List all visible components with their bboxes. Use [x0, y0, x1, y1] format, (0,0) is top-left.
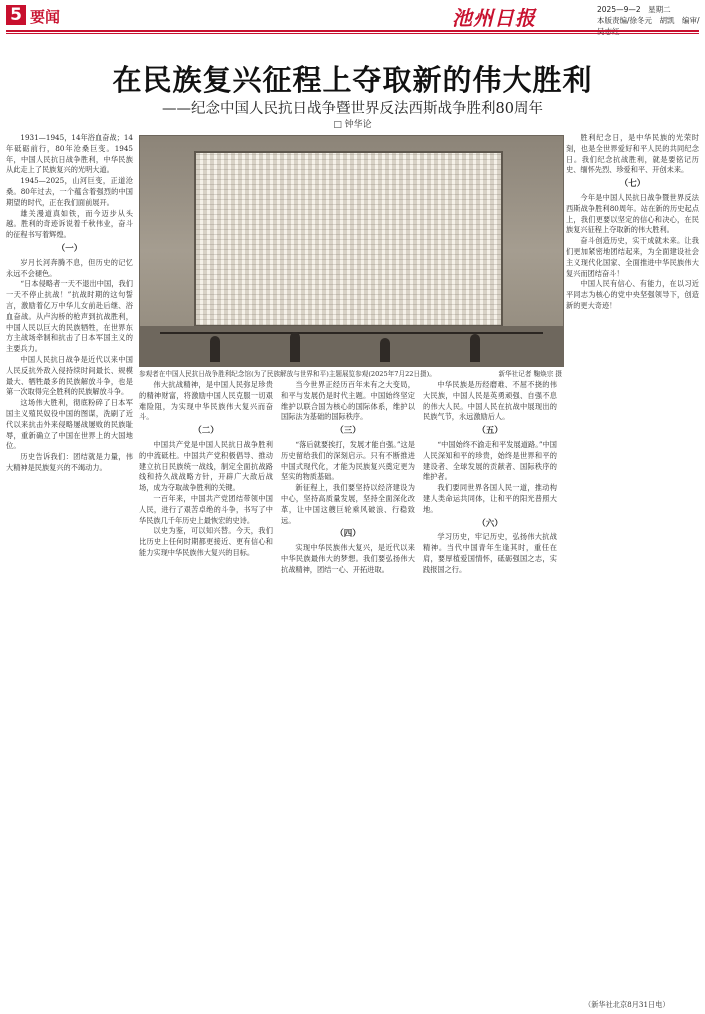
article-paragraph: “落后就要挨打，发展才能自强。”这是历史留给我们的深刻启示。只有不断推进中国式现代化，才能为民族复兴奠定更为坚实的物质基础。	[281, 439, 415, 482]
photo-visitor	[210, 336, 220, 362]
article-column-1	[6, 133, 133, 995]
article-column-2	[139, 380, 273, 995]
article-paragraph: 中国人民有信心、有能力，在以习近平同志为核心的党中央坚强领导下，创造新的更大奇迹！	[566, 279, 699, 310]
article-paragraph: 胜利纪念日，是中华民族的光荣时刻，也是全世界爱好和平人民的共同纪念日。我们纪念抗战胜利，就是要铭记历史、缅怀先烈、珍爱和平、开创未来。	[566, 133, 699, 175]
article-paragraph: 伟大抗战精神，是中国人民弥足珍贵的精神财富，将激励中国人民克服一切艰难险阻，为实现中华民族伟大复兴而奋斗。	[139, 380, 273, 422]
article-headline: 在民族复兴征程上夺取新的伟大胜利	[112, 63, 593, 97]
article-paragraph: 历史告诉我们：团结就是力量，伟大精神是民族复兴的不竭动力。	[6, 452, 133, 472]
article-column-3	[281, 380, 415, 995]
section-label: 要闻	[30, 8, 61, 26]
article-paragraph: 以史为鉴，可以知兴替。今天，我们比历史上任何时期都更接近、更有信心和能力实现中华民族伟大复兴的目标。	[139, 526, 273, 557]
section-heading: （三）	[335, 426, 361, 437]
section-heading: （四）	[335, 529, 361, 540]
article-paragraph: 岁月长河奔腾不息，但历史的记忆永远不会褪色。	[6, 257, 133, 278]
article-paragraph: 学习历史，牢记历史，弘扬伟大抗战精神。当代中国青年生逢其时，重任在肩，要厚植爱国情怀，砥砺强国之志，实践报国之行。	[423, 532, 557, 574]
article-paragraph: 当今世界正经历百年未有之大变局，和平与发展仍是时代主题。中国始终坚定维护以联合国为核心的国际体系，维护以国际法为基础的国际秩序。	[281, 380, 415, 422]
article-paragraph: “中国始终不渝走和平发展道路。”中国人民深知和平的珍贵，始终是世界和平的建设者、全球发展的贡献者、国际秩序的维护者。	[423, 439, 557, 482]
article-byline: □ 钟华论	[333, 120, 372, 130]
page-header	[0, 0, 705, 30]
article-paragraph: 雄关漫道真如铁，而今迈步从头越。胜利的奇迹诉说着千秋伟业，奋斗的征程书写着辉煌。	[6, 208, 133, 240]
photo-memorial-wall	[194, 151, 503, 327]
article-paragraph: 新征程上，我们要坚持以经济建设为中心，坚持高质量发展，坚持全面深化改革，让中国这艘巨轮乘风破浪、行稳致远。	[281, 483, 415, 525]
header-rule	[6, 30, 699, 32]
article-paragraph: 一百年来，中国共产党团结带领中国人民，进行了艰苦卓绝的斗争，书写了中华民族几千年历史上最恢宏的史诗。	[139, 493, 273, 525]
header-rule-thin	[6, 33, 699, 34]
section-heading: （二）	[193, 426, 219, 437]
article-paragraph: 我们要同世界各国人民一道，推动构建人类命运共同体，让和平的阳光普照大地。	[423, 483, 557, 514]
section-heading: （五）	[477, 426, 503, 437]
editor-credits: 本版责编/徐冬元 胡凯 编审/	[597, 16, 700, 25]
section-heading: （一）	[56, 243, 83, 254]
photo-visitor	[470, 334, 480, 362]
article-paragraph: 1945—2025，山河巨变，正道沧桑。80年过去，一个蕴含着强烈的中国期望的时代，正在我们面前展开。	[6, 176, 133, 207]
photo-visitor	[290, 332, 300, 362]
exhibition-photo	[139, 135, 564, 367]
photo-visitor	[380, 338, 390, 362]
section-heading: （七）	[619, 179, 646, 190]
newspaper-masthead: 池州日报	[452, 6, 536, 30]
article-paragraph: 这场伟大胜利，彻底粉碎了日本军国主义殖民奴役中国的图谋，洗刷了近代以来抗击外来侵略屡战屡败的民族耻辱，重新确立了中国在世界上的大国地位。	[6, 398, 133, 451]
photo-caption-text: 参观者在中国人民抗日战争胜利纪念馆(为了民族解放与世界和平)主题展览参观(2025年7月22日摄)。	[139, 370, 436, 378]
article-paragraph: 实现中华民族伟大复兴，是近代以来中华民族最伟大的梦想。我们要弘扬伟大抗战精神，团结一心、开拓进取。	[281, 543, 415, 574]
photo-caption	[139, 368, 562, 378]
section-heading: （六）	[477, 518, 503, 529]
article-paragraph: 中华民族是历经磨难、不屈不挠的伟大民族，中国人民是英勇顽强、自强不息的伟大人民。中国人民在抗战中展现出的民族气节，永远激励后人。	[423, 380, 557, 422]
article-subheadline: ——纪念中国人民抗日战争暨世界反法西斯战争胜利80周年	[162, 101, 543, 117]
article-paragraph: 今年是中国人民抗日战争暨世界反法西斯战争胜利80周年。站在新的历史起点上，我们更要以坚定的信心和决心，在民族复兴征程上夺取新的伟大胜利。	[566, 192, 699, 235]
article-paragraph: 中国人民抗日战争是近代以来中国人民反抗外敌入侵持续时间最长、规模最大、牺牲最多的民族解放斗争，也是第一次取得完全胜利的民族解放斗争。	[6, 354, 133, 397]
page-number: 5	[6, 5, 26, 25]
article-paragraph: 奋斗创造历史，实干成就未来。让我们更加紧密地团结起来，为全面建设社会主义现代化国家、全面推进中华民族伟大复兴而团结奋斗！	[566, 236, 699, 278]
photo-credit: 新华社记者 鞠焕宗 摄	[498, 370, 562, 378]
article-paragraph: 1931—1945，14年浴血奋战；14年砥砺前行，80年沧桑巨变。1945年，中国人民抗日战争胜利，中华民族从此走上了民族复兴的光明大道。	[6, 133, 133, 175]
article-column-4	[423, 380, 557, 995]
photo-railing	[160, 332, 543, 334]
article-signoff: （新华社北京8月31日电）	[584, 1000, 670, 1009]
article-paragraph: 中国共产党是中国人民抗日战争胜利的中流砥柱。中国共产党积极倡导、推动建立抗日民族统一战线，制定全面抗战路线和持久战战略方针，开辟广大敌后战场，成为夺取战争胜利的关键。	[139, 439, 273, 493]
article-column-5	[566, 133, 699, 995]
article-paragraph: “日本侵略者一天不退出中国，我们一天不停止抗战！”抗战时期的这句誓言，激励着亿万中华儿女前赴后继、浴血奋战。从卢沟桥的枪声到抗战胜利，中国人民以巨大的民族牺牲，在世界东方主战场牵制和抗击了日本军国主义的主要兵力。	[6, 279, 133, 354]
issue-date: 2025—9—2 星期二	[597, 5, 671, 14]
